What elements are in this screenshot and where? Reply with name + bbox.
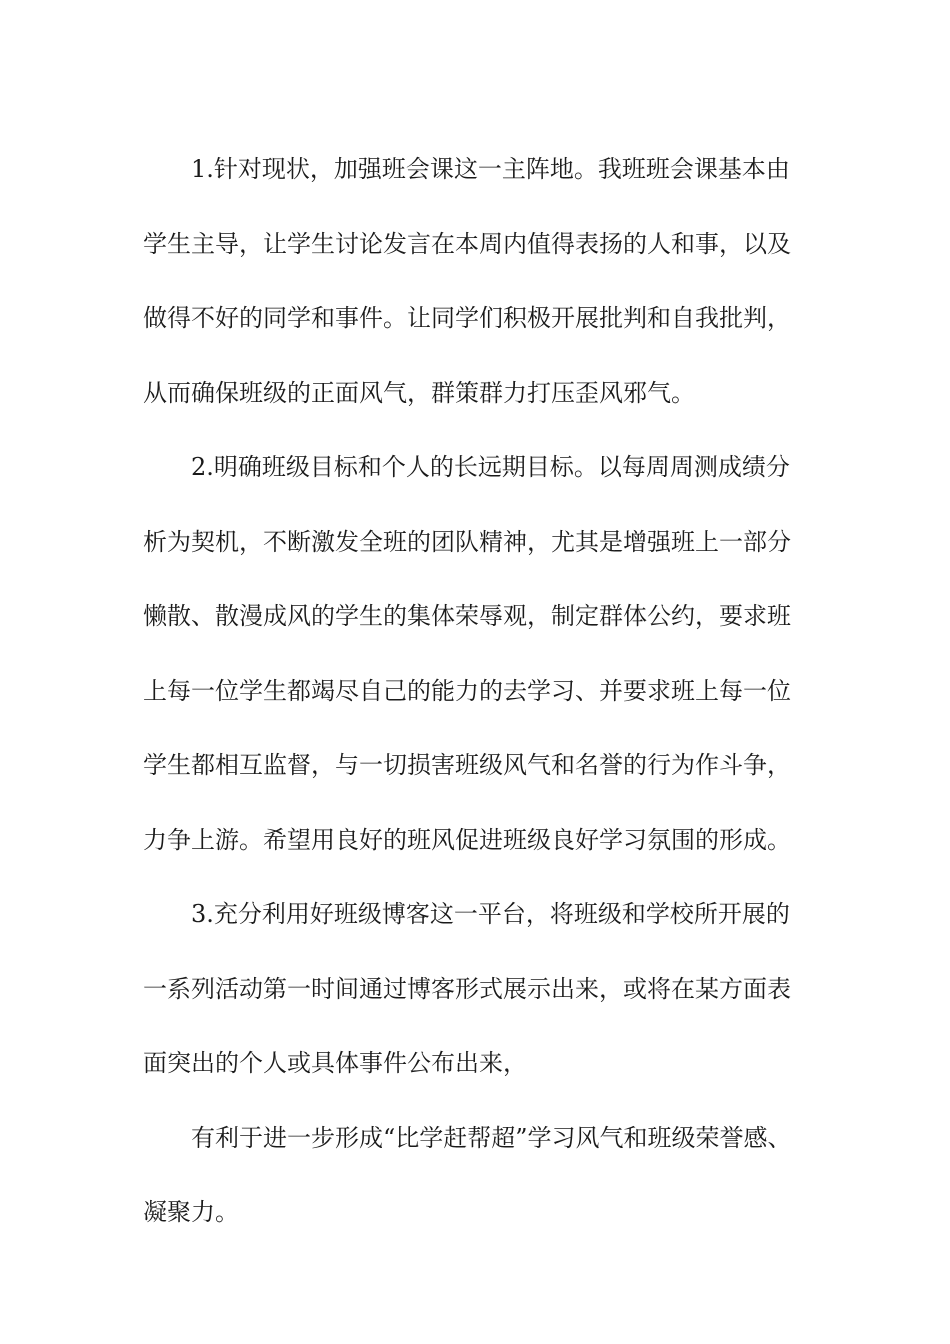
paragraph-4-line-2: 凝聚力。 <box>143 1198 239 1226</box>
paragraph-2-line-5: 学生都相互监督，与一切损害班级风气和名誉的行为作斗争， <box>143 751 791 779</box>
paragraph-3-line-1: 3.充分利用好班级博客这一平台，将班级和学校所开展的 <box>191 900 790 928</box>
paragraph-2-line-1: 2.明确班级目标和个人的长远期目标。以每周周测成绩分 <box>191 453 790 481</box>
document-body <box>143 132 823 1250</box>
paragraph-1-line-3: 做得不好的同学和事件。让同学们积极开展批判和自我批判， <box>143 304 791 332</box>
paragraph-1-line-1: 1.针对现状，加强班会课这一主阵地。我班班会课基本由 <box>191 155 790 183</box>
paragraph-2-line-3: 懒散、散漫成风的学生的集体荣辱观，制定群体公约，要求班 <box>143 602 791 630</box>
paragraph-2-line-2: 析为契机，不断激发全班的团队精神，尤其是增强班上一部分 <box>143 527 791 556</box>
paragraph-3-line-3: 面突出的个人或具体事件公布出来， <box>143 1049 527 1077</box>
paragraph-2-line-6: 力争上游。希望用良好的班风促进班级良好学习氛围的形成。 <box>143 825 791 854</box>
paragraph-4-line-1: 有利于进一步形成“比学赶帮超”学习风气和班级荣誉感、 <box>191 1123 792 1152</box>
paragraph-1-line-2: 学生主导，让学生讨论发言在本周内值得表扬的人和事，以及 <box>143 229 791 258</box>
paragraph-1-line-4: 从而确保班级的正面风气，群策群力打压歪风邪气。 <box>143 378 695 407</box>
paragraph-3-line-2: 一系列活动第一时间通过博客形式展示出来，或将在某方面表 <box>143 974 791 1003</box>
paragraph-2-line-4: 上每一位学生都竭尽自己的能力的去学习、并要求班上每一位 <box>143 676 791 705</box>
